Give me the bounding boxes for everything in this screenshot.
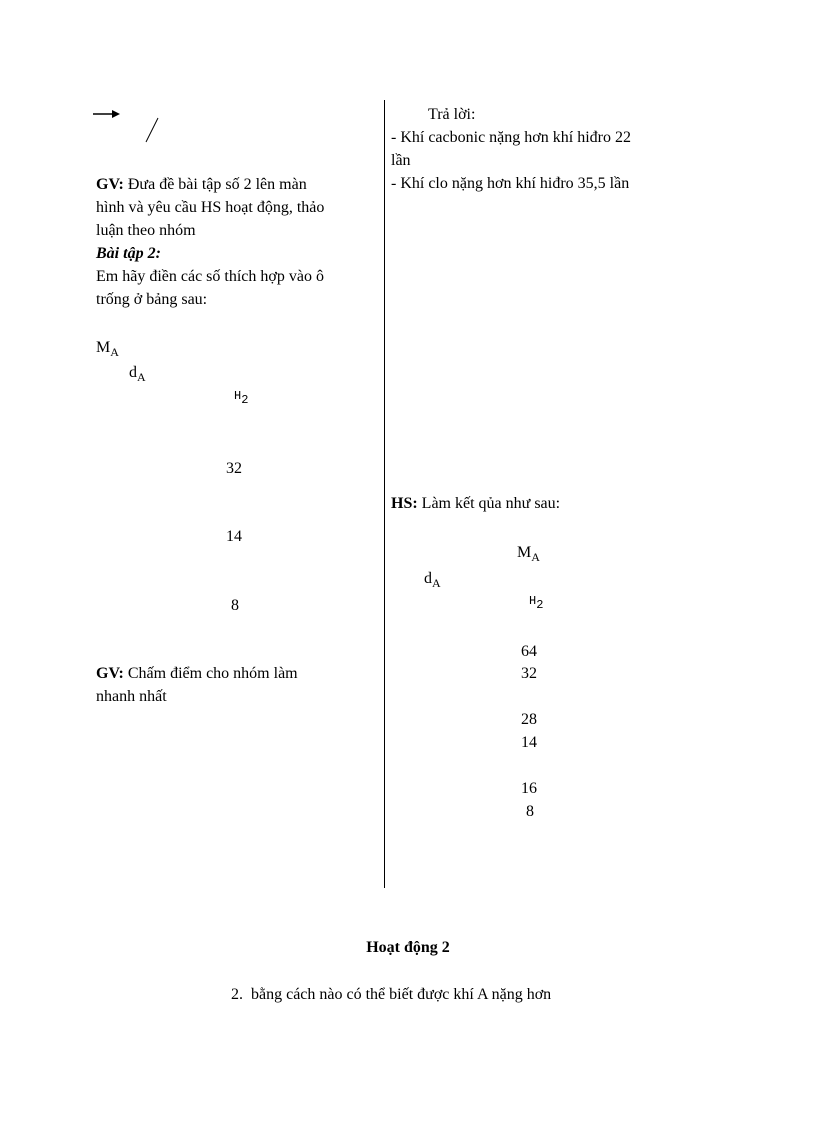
left-value-32: 32: [226, 460, 242, 477]
gv-instruction-line1: GV: Đưa đề bài tập số 2 lên màn: [96, 176, 307, 193]
left-ma-label: $M_A$: [96, 339, 119, 359]
slash-mark: [144, 116, 160, 144]
left-value-14: 14: [226, 528, 242, 545]
answer-line3: - Khí clo nặng hơn khí hiđro 35,5 lần: [391, 175, 630, 192]
right-value-64: 64: [521, 643, 537, 660]
right-value-16: 16: [521, 780, 537, 797]
right-value-32: 32: [521, 665, 537, 682]
right-ma-label: $M_A$: [517, 544, 540, 564]
exercise-text-line2: trống ở bảng sau:: [96, 291, 208, 308]
left-h2-label: $H_2$: [234, 389, 249, 407]
right-da-label: $d_A$: [424, 570, 441, 590]
gv-grading-line2: nhanh nhất: [96, 688, 167, 705]
section-heading: Hoạt động 2: [366, 939, 450, 956]
right-value-8: 8: [526, 803, 534, 820]
column-divider: [384, 100, 385, 888]
gv-instruction-line3: luận theo nhóm: [96, 222, 196, 239]
answer-line2: lần: [391, 152, 411, 169]
left-value-8: 8: [231, 597, 239, 614]
right-h2-label: $H_2$: [529, 594, 544, 612]
exercise-title: Bài tập 2:: [96, 245, 161, 262]
answer-title: Trả lời:: [428, 106, 476, 123]
exercise-text-line1: Em hãy điền các số thích hợp vào ô: [96, 268, 324, 285]
right-value-28: 28: [521, 711, 537, 728]
question-item: 2. bằng cách nào có thể biết được khí A nặng hơn: [231, 986, 552, 1003]
arrow-right-icon: [92, 108, 122, 120]
gv-instruction-line2: hình và yêu cầu HS hoạt động, thảo: [96, 199, 325, 216]
right-value-14: 14: [521, 734, 537, 751]
answer-line1: - Khí cacbonic nặng hơn khí hiđro 22: [391, 129, 631, 146]
gv-grading-line1: GV: Chấm điểm cho nhóm làm: [96, 665, 298, 682]
hs-result-heading: HS: Làm kết qủa như sau:: [391, 495, 561, 512]
left-da-label: $d_A$: [129, 364, 146, 384]
